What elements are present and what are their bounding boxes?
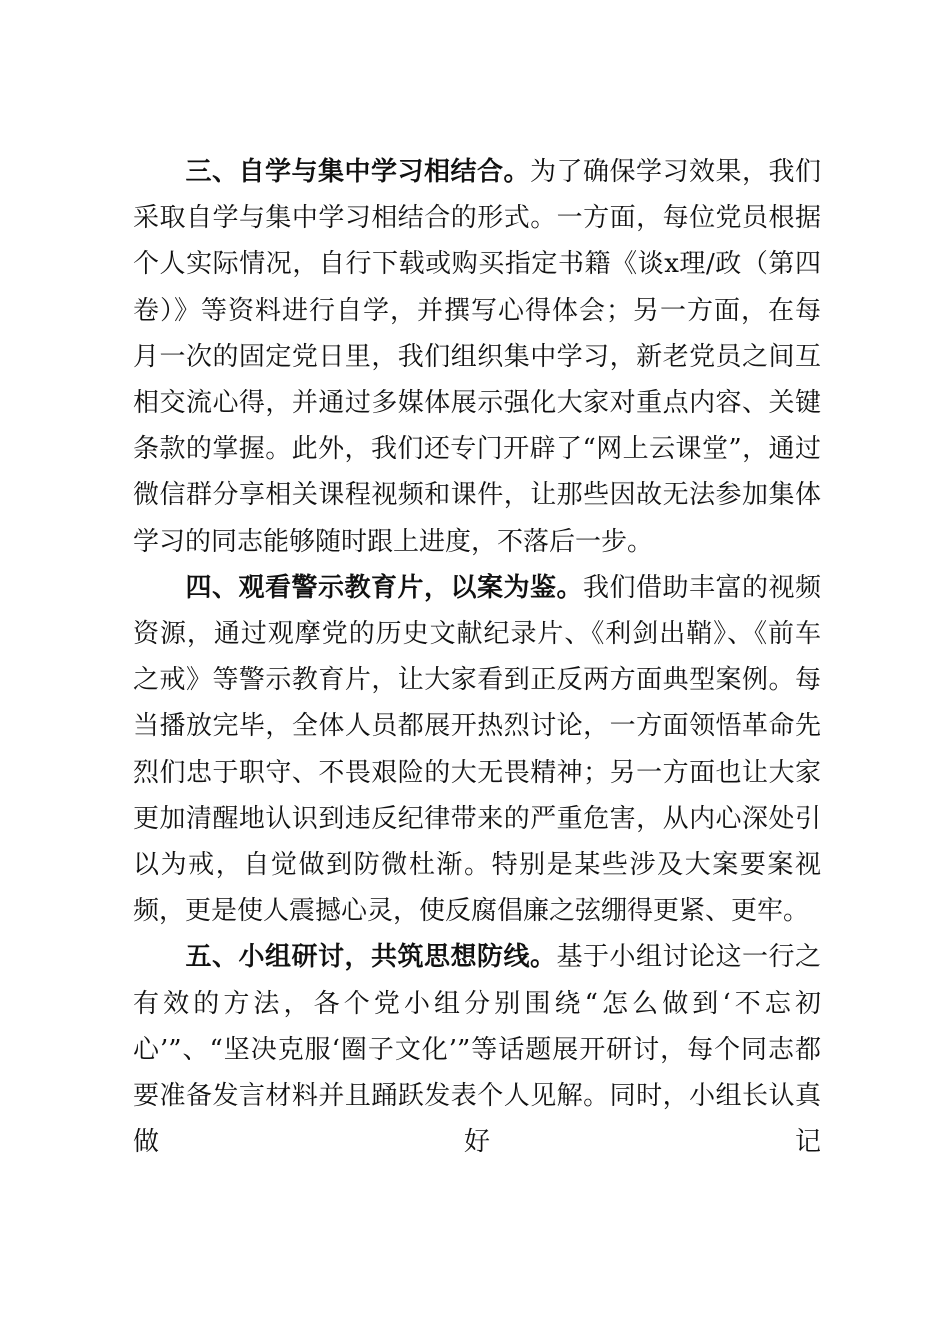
paragraph-body: 我们借助丰富的视频资源，通过观摩党的历史文献纪录片、《利剑出鞘》、《前车之戒》等警示教育片，让大家看到正反两方面典型案例。每当播放完毕，全体人员都展开热烈讨论，一方面领悟革命先烈们忠于职守、不畏艰险的大无畏精神；另一方面也让大家更加清醒地认识到违反纪律带来的严重危害，从内心深处引以为戒，自觉做到防微杜渐。特别是某些涉及大案要案视频，更是使人震撼心灵，使反腐倡廉之弦绷得更紧、更牢。 xyxy=(133,572,821,927)
paragraph-heading: 五、小组研讨，共筑思想防线。 xyxy=(185,942,557,973)
paragraph-body: 为了确保学习效果，我们采取自学与集中学习相结合的形式。一方面，每位党员根据个人实际情况，自行下载或购买指定书籍《谈x理/政（第四卷）》等资料进行自学，并撰写心得体会；另一方面，在每月一次的固定党日里，我们组织集中学习，新老党员之间互相交流心得，并通过多媒体展示强化大家对重点内容、关键条款的掌握。此外，我们还专门开辟了“网上云课堂”，通过微信群分享相关课程视频和课件，让那些因故无法参加集体学习的同志能够随时跟上进度，不落后一步。 xyxy=(133,157,821,557)
paragraph-warning-films xyxy=(133,565,821,935)
paragraph-self-study xyxy=(133,149,821,565)
paragraph-body: 基于小组讨论这一行之有效的方法，各个党小组分别围绕“怎么做到‘不忘初心’”、“坚决克服‘圈子文化’”等话题展开研讨，每个同志都要准备发言材料并且踊跃发表个人见解。同时，小组长认真做好记 xyxy=(133,942,821,1158)
document-body xyxy=(133,149,821,1165)
paragraph-heading: 四、观看警示教育片，以案为鉴。 xyxy=(185,572,583,603)
paragraph-group-discussion xyxy=(133,934,821,1165)
paragraph-heading: 三、自学与集中学习相结合。 xyxy=(185,157,530,187)
